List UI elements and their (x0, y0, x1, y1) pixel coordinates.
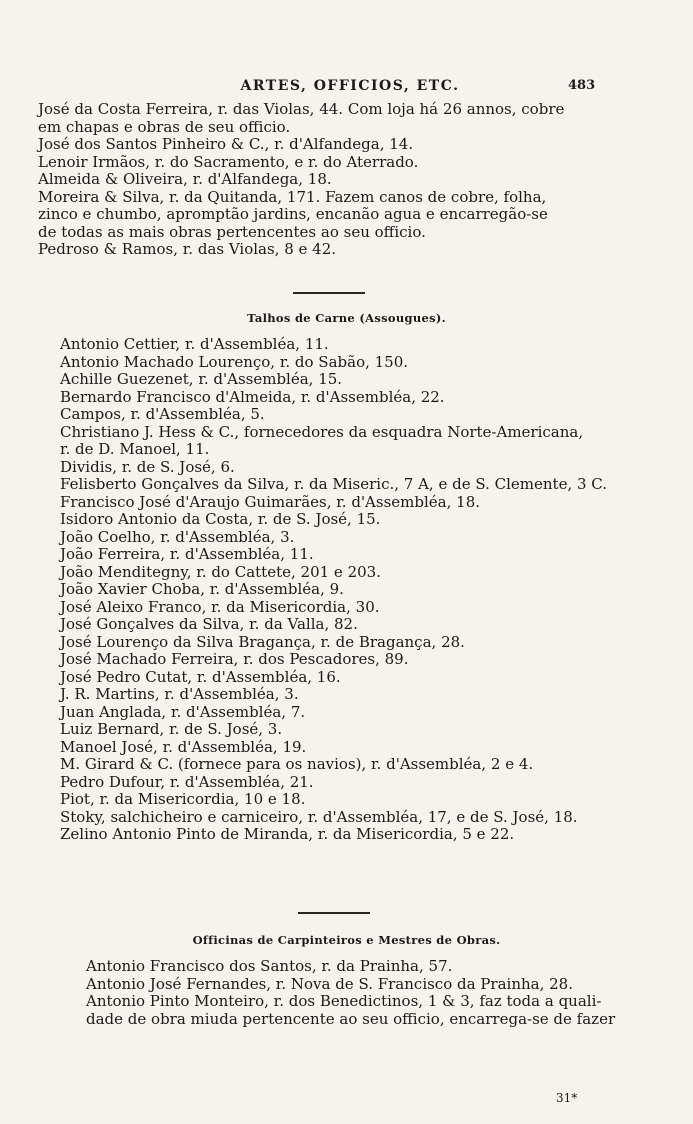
entry-line: J. R. Martins, r. d'Assembléa, 3. (60, 685, 299, 703)
entry-line: João Ferreira, r. d'Assembléa, 11. (60, 545, 314, 563)
section-heading-talhos: Talhos de Carne (Assougues). (247, 311, 446, 325)
entry-line: dade de obra miuda pertencente ao seu officio, encarrega-se de fazer (86, 1009, 616, 1028)
list-entry (60, 546, 693, 564)
entry-line: Antonio Cettier, r. d'Assembléa, 11. (60, 335, 329, 353)
entry-line: José Aleixo Franco, r. da Misericordia, 30. (60, 597, 380, 616)
list-entry (60, 581, 693, 599)
list-entry (60, 826, 693, 844)
list-entry (60, 756, 693, 774)
list-entry (38, 241, 693, 259)
entry-line: r. de D. Manoel, 11. (60, 440, 210, 458)
list-entry (60, 739, 693, 757)
list-entry (60, 459, 693, 477)
running-head (0, 78, 693, 98)
entry-line: Almeida & Oliveira, r. d'Alfandega, 18. (38, 170, 332, 188)
section-divider (298, 912, 370, 914)
list-entry (60, 791, 693, 809)
entry-line: Isidoro Antonio da Costa, r. de S. José, 15. (60, 510, 381, 528)
section-metalworkers (0, 101, 693, 259)
entry-line: Antonio Machado Lourenço, r. do Sabão, 150. (60, 352, 409, 371)
list-entry (60, 809, 693, 827)
entry-line: Zelino Antonio Pinto de Miranda, r. da Misericordia, 5 e 22. (60, 825, 515, 843)
entry-line: Moreira & Silva, r. da Quitanda, 171. Fazem canos de cobre, folha, (38, 187, 547, 206)
entry-line: M. Girard & C. (fornece para os navios), r. d'Assembléa, 2 e 4. (60, 755, 534, 773)
entry-line: Christiano J. Hess & C., fornecedores da esquadra Norte-Americana, (60, 422, 584, 441)
list-entry (60, 529, 693, 547)
list-entry (60, 669, 693, 687)
running-title: ARTES, OFFICIOS, ETC. (240, 78, 460, 94)
section-divider (293, 292, 365, 294)
list-entry (38, 189, 693, 242)
entry-line: João Xavier Choba, r. d'Assembléa, 9. (60, 580, 344, 598)
entry-line: José Lourenço da Silva Bragança, r. de Bragança, 28. (60, 632, 465, 651)
list-entry (60, 686, 693, 704)
list-entry (86, 958, 693, 976)
entry-line: Antonio Francisco dos Santos, r. da Prainha, 57. (86, 957, 453, 975)
entry-line: Francisco José d'Araujo Guimarães, r. d'Assembléa, 18. (60, 492, 480, 511)
section-heading-officinas: Officinas de Carpinteiros e Mestres de Obras. (192, 933, 501, 947)
list-entry (38, 101, 693, 136)
list-entry (86, 993, 693, 1028)
list-entry (60, 616, 693, 634)
section-talhos (0, 336, 693, 844)
entry-line: Luiz Bernard, r. de S. José, 3. (60, 720, 283, 738)
entry-line: José Pedro Cutat, r. d'Assembléa, 16. (60, 667, 341, 686)
list-entry (60, 721, 693, 739)
entry-line: Felisberto Gonçalves da Silva, r. da Miseric., 7 A, e de S. Clemente, 3 C. (60, 475, 608, 493)
list-entry (60, 599, 693, 617)
entry-line: de todas as mais obras pertencentes ao seu officio. (38, 222, 426, 241)
entry-line: José Gonçalves da Silva, r. da Valla, 82. (60, 615, 358, 633)
list-entry (60, 494, 693, 512)
entry-line: José dos Santos Pinheiro & C., r. d'Alfandega, 14. (38, 135, 414, 153)
entry-line: Antonio Pinto Monteiro, r. dos Benedictinos, 1 & 3, faz toda a quali- (86, 992, 602, 1010)
entry-line: zinco e chumbo, apromptão jardins, encanão agua e encarregão-se (38, 205, 548, 223)
list-entry (38, 154, 693, 172)
entry-line: Achille Guezenet, r. d'Assembléa, 15. (60, 370, 343, 388)
entry-line: José da Costa Ferreira, r. das Violas, 44. Com loja há 26 annos, cobre (38, 100, 565, 118)
entry-line: Piot, r. da Misericordia, 10 e 18. (60, 790, 306, 808)
entry-line: Campos, r. d'Assembléa, 5. (60, 405, 265, 423)
list-entry (86, 976, 693, 994)
entry-line: Juan Anglada, r. d'Assembléa, 7. (60, 702, 306, 721)
list-entry (60, 564, 693, 582)
entry-line: João Menditegny, r. do Cattete, 201 e 203. (60, 562, 381, 581)
list-entry (60, 389, 693, 407)
entry-line: Pedro Dufour, r. d'Assembléa, 21. (60, 772, 314, 791)
page-number: 483 (568, 78, 596, 93)
list-entry (60, 406, 693, 424)
entry-line: João Coelho, r. d'Assembléa, 3. (60, 527, 295, 546)
list-entry (60, 774, 693, 792)
list-entry (60, 371, 693, 389)
list-entry (60, 424, 693, 459)
list-entry (60, 511, 693, 529)
list-entry (60, 634, 693, 652)
entry-line: Bernardo Francisco d'Almeida, r. d'Assembléa, 22. (60, 387, 445, 406)
entry-line: Antonio José Fernandes, r. Nova de S. Francisco da Prainha, 28. (86, 974, 573, 993)
list-entry (60, 476, 693, 494)
entry-line: Pedroso & Ramos, r. das Violas, 8 e 42. (38, 240, 337, 258)
entry-line: Dividis, r. de S. José, 6. (60, 457, 235, 476)
entry-line: Lenoir Irmãos, r. do Sacramento, e r. do Aterrado. (38, 152, 419, 171)
entry-line: em chapas e obras de seu officio. (38, 117, 291, 136)
list-entry (38, 136, 693, 154)
section-officinas (0, 958, 693, 1028)
list-entry (60, 354, 693, 372)
list-entry (38, 171, 693, 189)
signature-mark: 31* (556, 1091, 578, 1105)
list-entry (60, 651, 693, 669)
entry-line: José Machado Ferreira, r. dos Pescadores, 89. (60, 650, 409, 668)
list-entry (60, 336, 693, 354)
list-entry (60, 704, 693, 722)
entry-line: Manoel José, r. d'Assembléa, 19. (60, 737, 307, 756)
entry-line: Stoky, salchicheiro e carniceiro, r. d'Assembléa, 17, e de S. José, 18. (60, 807, 578, 826)
